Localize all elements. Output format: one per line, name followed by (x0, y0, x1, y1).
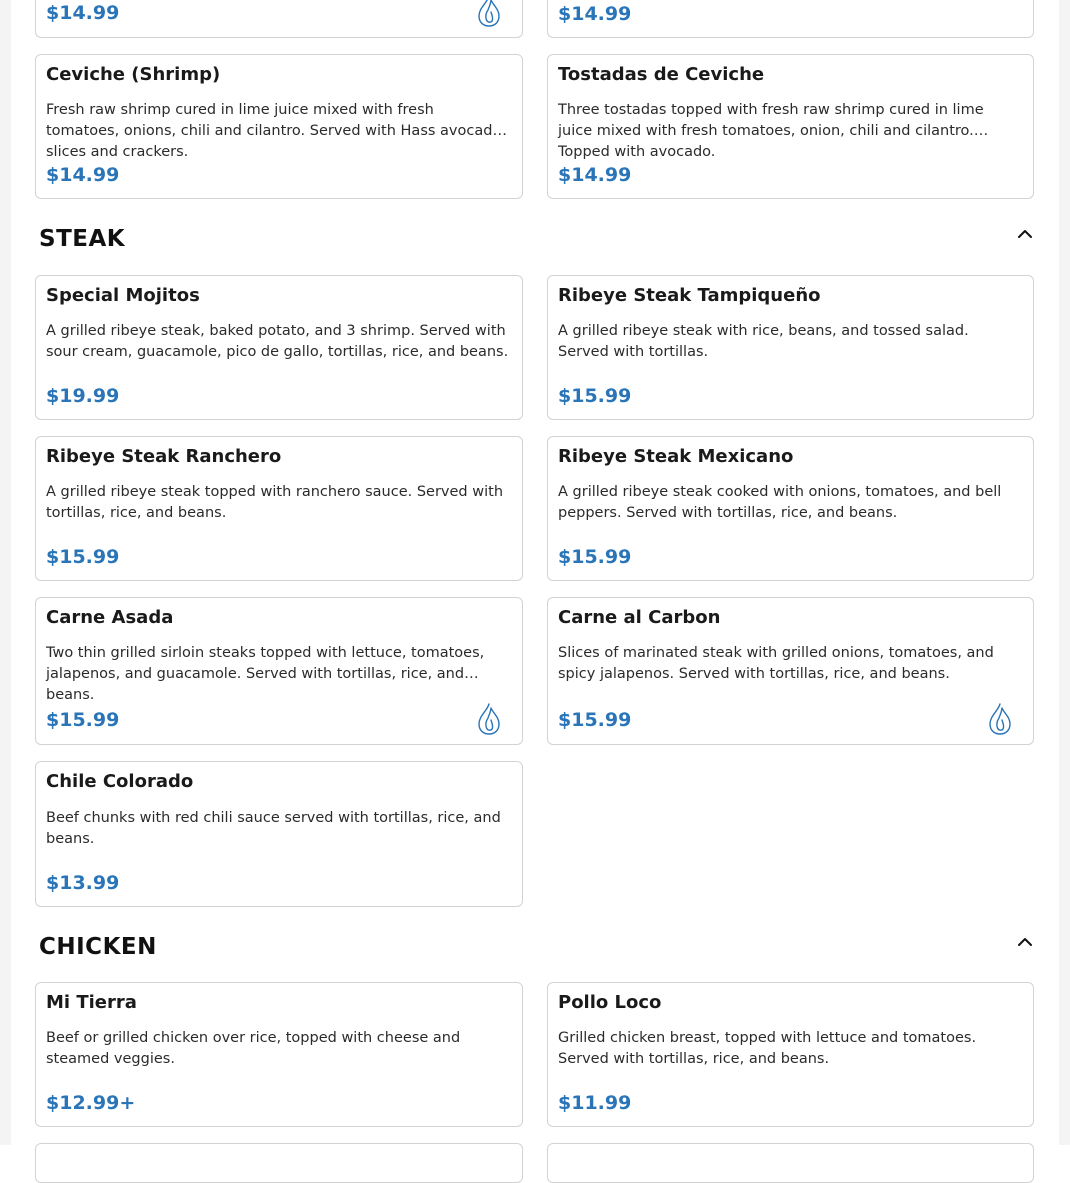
item-price: $15.99 (46, 709, 120, 731)
item-price: $12.99+ (46, 1092, 136, 1114)
menu-item-card[interactable] (35, 436, 523, 581)
chevron-up-icon[interactable] (1014, 934, 1036, 950)
item-description: Three tostadas topped with fresh raw shrimp cured in lime juice mixed with fresh tomatoes, onion, chili and cilantro. Topped with avocado. (558, 102, 984, 160)
item-title: Chile Colorado (46, 771, 194, 792)
item-description: A grilled ribeye steak cooked with onions, tomatoes, and bell peppers. Served with tortillas, rice, and beans. (558, 484, 1002, 521)
item-price: $14.99 (46, 2, 120, 24)
item-description: Fresh raw shrimp cured in lime juice mixed with fresh tomatoes, onions, chili and cilantro. Served with Hass avocado slices and crackers. (46, 102, 502, 160)
menu-item-card[interactable] (35, 0, 523, 38)
item-description: Slices of marinated steak with grilled onions, tomatoes, and spicy jalapenos. Served with tortillas, rice, and beans. (558, 645, 994, 682)
item-price: $15.99 (558, 709, 632, 731)
item-description: Two thin grilled sirloin steaks topped with lettuce, tomatoes, jalapenos, and guacamole. Served with tortillas, rice, and beans. (46, 645, 485, 703)
item-description: A grilled ribeye steak, baked potato, and 3 shrimp. Served with sour cream, guacamole, pico de gallo, tortillas, rice, and beans. (46, 323, 509, 360)
item-price: $15.99 (558, 546, 632, 568)
item-price: $15.99 (558, 385, 632, 407)
section-title-steak: STEAK (39, 226, 126, 252)
chevron-up-icon[interactable] (1014, 226, 1036, 242)
item-title: Tostadas de Ceviche (558, 64, 765, 85)
item-description: Beef chunks with red chili sauce served with tortillas, rice, and beans. (46, 810, 501, 847)
item-title: Ceviche (Shrimp) (46, 64, 221, 85)
menu-item-card[interactable] (35, 761, 523, 907)
menu-item-card[interactable] (547, 982, 1034, 1127)
menu-item-card[interactable] (35, 982, 523, 1127)
item-title: Pollo Loco (558, 992, 662, 1013)
menu-item-card[interactable] (35, 275, 523, 420)
item-price: $14.99 (558, 3, 632, 25)
flame-icon (987, 702, 1013, 736)
item-price: $13.99 (46, 872, 120, 894)
item-description: Beef or grilled chicken over rice, topped with cheese and steamed veggies. (46, 1030, 461, 1067)
item-price: $19.99 (46, 385, 120, 407)
item-description: A grilled ribeye steak topped with ranchero sauce. Served with tortillas, rice, and beans. (46, 484, 504, 521)
item-price: $14.99 (46, 164, 120, 186)
item-title: Ribeye Steak Mexicano (558, 446, 794, 467)
left-gutter (0, 0, 11, 1145)
item-title: Carne al Carbon (558, 607, 721, 628)
item-price: $11.99 (558, 1092, 632, 1114)
menu-item-card[interactable] (547, 436, 1034, 581)
item-title: Mi Tierra (46, 992, 137, 1013)
flame-icon (476, 702, 502, 736)
menu-item-card[interactable] (35, 597, 523, 745)
menu-item-card[interactable] (547, 597, 1034, 745)
item-description: A grilled ribeye steak with rice, beans, and tossed salad. Served with tortillas. (558, 323, 969, 360)
section-title-chicken: CHICKEN (39, 934, 157, 960)
menu-item-card[interactable] (547, 0, 1034, 38)
flame-icon (476, 0, 502, 28)
menu-item-card[interactable] (547, 54, 1034, 199)
right-gutter (1059, 0, 1070, 1145)
item-price: $14.99 (558, 164, 632, 186)
item-title: Ribeye Steak Tampiqueño (558, 285, 821, 306)
menu-item-card[interactable] (35, 54, 523, 199)
item-title: Ribeye Steak Ranchero (46, 446, 282, 467)
item-title: Carne Asada (46, 607, 174, 628)
menu-item-card[interactable] (35, 1143, 523, 1183)
item-price: $15.99 (46, 546, 120, 568)
item-description: Grilled chicken breast, topped with lettuce and tomatoes. Served with tortillas, rice, and beans. (558, 1030, 977, 1067)
menu-item-card[interactable] (547, 1143, 1034, 1183)
item-title: Special Mojitos (46, 285, 200, 306)
menu-item-card[interactable] (547, 275, 1034, 420)
